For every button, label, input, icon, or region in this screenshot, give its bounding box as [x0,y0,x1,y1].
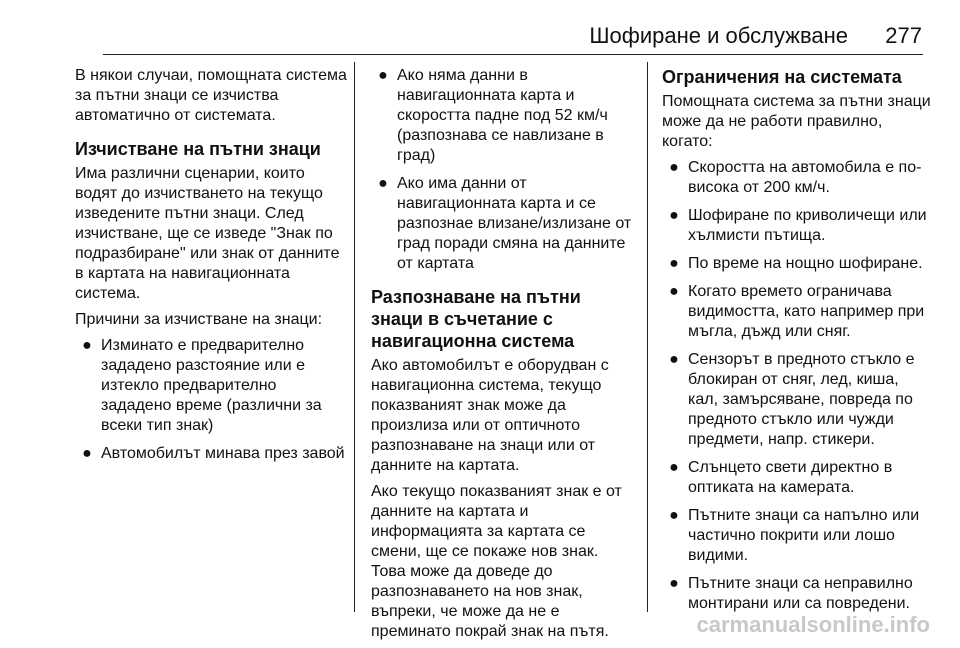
list-item-text: Пътните знаци са напълно или частично покрити или лошо видими. [688,507,920,564]
list-item [662,206,932,246]
list-item-text: Когато времето ограничава видимостта, като например при мъгла, дъжд или сняг. [688,283,925,340]
list-item [662,350,932,450]
column-3 [662,66,932,622]
list-item-text: Слънцето свети директно в оптиката на камерата. [688,459,893,496]
bullet-icon: ● [669,351,679,368]
list-item [662,158,932,198]
paragraph: Ако текущо показваният знак е от данните на картата и информацията за картата се смени, ще се покаже нов знак. Това може да доведе до разпознаването на нов знак, въпреки, че може да не е преминато покрай знак на пътя. [371,483,622,640]
paragraph: Има различни сценарии, които водят до изчистването на текущо изведените пътни знаци. След изчистване, ще се изведе "Знак по подразбиране" или знак от данните в картата на навигационната система. [75,165,340,302]
bullet-list [75,336,347,464]
bullet-icon: ● [82,337,92,354]
bullet-icon: ● [669,283,679,300]
intro-paragraph: В някои случаи, помощната система за пътни знаци се изчиства автоматично от системата. [75,67,347,124]
paragraph: Помощната система за пътни знаци може да не работи правилно, когато: [662,93,931,150]
bullet-icon: ● [669,459,679,476]
section-heading-limitations: Ограничения на системата [662,67,902,87]
list-item-text: Сензорът в предното стъкло е блокиран от сняг, лед, киша, кал, замърсяване, повреда по предното стъкло или чужди предмети, напр. стикери. [688,351,915,448]
list-item [371,174,636,274]
column-2 [371,66,636,648]
list-item [662,458,932,498]
header-rule [103,54,923,55]
page-header [0,0,960,50]
paragraph: Причини за изчистване на знаци: [75,311,323,328]
section-heading-navigation: Разпознаване на пътни знаци в съчетание с навигационна система [371,287,581,351]
column-divider-2 [647,62,648,612]
list-item-text: Шофиране по криволичещи или хълмисти пътища. [688,207,927,244]
paragraph: Ако автомобилът е оборудван с навигационна система, текущо показваният знак може да произлиза или от оптичното разпознаване на знаци или от данните на картата. [371,357,609,474]
list-item [662,282,932,342]
list-item [75,444,347,464]
list-item [75,336,347,436]
page-number: 277 [885,23,922,48]
list-item-text: Пътните знаци са неправилно монтирани или са повредени. [688,575,913,612]
bullet-icon: ● [669,507,679,524]
list-item [662,574,932,614]
list-item-text: Скоростта на автомобила е по-висока от 200 км/ч. [688,159,922,196]
bullet-icon: ● [378,175,388,192]
bullet-icon: ● [378,67,388,84]
list-item [371,66,636,166]
list-item-text: По време на нощно шофиране. [688,255,923,272]
bullet-list [662,158,932,614]
bullet-list [371,66,636,274]
list-item-text: Изминато е предварително зададено разстояние или е изтекло предварително зададено време (различни за всеки тип знак) [101,337,322,434]
watermark: carmanualsonline.info [696,612,930,637]
header-title: Шофиране и обслужване [589,23,848,48]
list-item [662,506,932,566]
bullet-icon: ● [669,207,679,224]
list-item-text: Ако има данни от навигационната карта и се разпознае влизане/излизане от град поради смяна на данните от картата [397,175,632,272]
list-item-text: Ако няма данни в навигационната карта и скоростта падне под 52 км/ч (разпознава се навлизане в град) [397,67,608,164]
bullet-icon: ● [669,159,679,176]
list-item [662,254,932,274]
column-1 [75,66,347,472]
column-divider-1 [354,62,355,612]
bullet-icon: ● [82,445,92,462]
list-item-text: Автомобилът минава през завой [101,445,345,462]
bullet-icon: ● [669,255,679,272]
section-heading-clearing: Изчистване на пътни знаци [75,139,321,159]
bullet-icon: ● [669,575,679,592]
